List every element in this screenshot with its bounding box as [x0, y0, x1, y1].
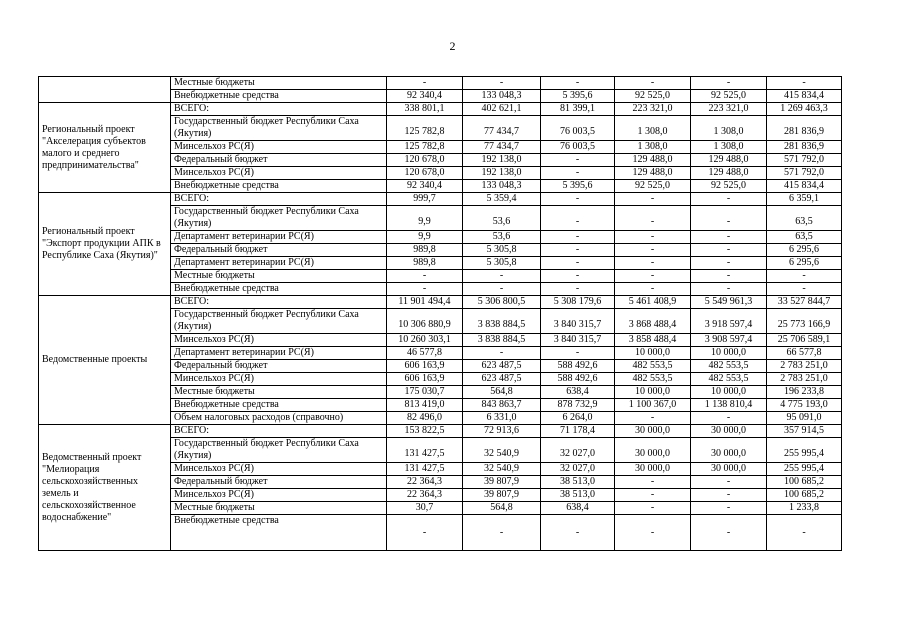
amount-cell: 1 233,8	[767, 502, 842, 515]
amount-cell: 92 340,4	[387, 180, 463, 193]
amount-cell: 878 732,9	[541, 399, 615, 412]
amount-cell: 25 706 589,1	[767, 334, 842, 347]
amount-cell: -	[615, 77, 691, 90]
amount-cell: 3 840 315,7	[541, 334, 615, 347]
amount-cell: 357 914,5	[767, 425, 842, 438]
funding-source-cell: Местные бюджеты	[171, 502, 387, 515]
amount-cell: 81 399,1	[541, 103, 615, 116]
funding-source-cell: Внебюджетные средства	[171, 515, 387, 551]
amount-cell: 72 913,6	[463, 425, 541, 438]
amount-cell: 5 549 961,3	[691, 296, 767, 309]
funding-source-cell: Минсельхоз РС(Я)	[171, 489, 387, 502]
amount-cell: 5 305,8	[463, 257, 541, 270]
amount-cell: 999,7	[387, 193, 463, 206]
amount-cell: -	[541, 206, 615, 231]
table-row	[39, 103, 842, 116]
funding-source-cell: Государственный бюджет Республики Саха (Якутия)	[171, 116, 387, 141]
amount-cell: -	[615, 283, 691, 296]
amount-cell: -	[541, 257, 615, 270]
amount-cell: -	[541, 167, 615, 180]
amount-cell: 125 782,8	[387, 141, 463, 154]
amount-cell: 482 553,5	[691, 373, 767, 386]
amount-cell: -	[615, 515, 691, 551]
amount-cell: 66 577,8	[767, 347, 842, 360]
amount-cell: 6 264,0	[541, 412, 615, 425]
amount-cell: 10 000,0	[615, 386, 691, 399]
amount-cell: -	[691, 412, 767, 425]
amount-cell: 1 100 367,0	[615, 399, 691, 412]
funding-source-cell: Объем налоговых расходов (справочно)	[171, 412, 387, 425]
amount-cell: 3 858 488,4	[615, 334, 691, 347]
funding-source-cell: Местные бюджеты	[171, 270, 387, 283]
amount-cell: 3 918 597,4	[691, 309, 767, 334]
amount-cell: 76 003,5	[541, 116, 615, 141]
amount-cell: 46 577,8	[387, 347, 463, 360]
amount-cell: 100 685,2	[767, 476, 842, 489]
amount-cell: 10 260 303,1	[387, 334, 463, 347]
amount-cell: 989,8	[387, 257, 463, 270]
amount-cell: 30 000,0	[615, 438, 691, 463]
amount-cell: 4 775 193,0	[767, 399, 842, 412]
funding-source-cell: Департамент ветеринарии РС(Я)	[171, 231, 387, 244]
amount-cell: 9,9	[387, 231, 463, 244]
amount-cell: 38 513,0	[541, 489, 615, 502]
amount-cell: 133 048,3	[463, 90, 541, 103]
amount-cell: 92 525,0	[691, 180, 767, 193]
amount-cell: 131 427,5	[387, 463, 463, 476]
amount-cell: 402 621,1	[463, 103, 541, 116]
amount-cell: -	[541, 347, 615, 360]
amount-cell: 3 908 597,4	[691, 334, 767, 347]
amount-cell: 192 138,0	[463, 154, 541, 167]
amount-cell: 223 321,0	[615, 103, 691, 116]
amount-cell: 571 792,0	[767, 154, 842, 167]
amount-cell: 125 782,8	[387, 116, 463, 141]
amount-cell: 5 461 408,9	[615, 296, 691, 309]
funding-source-cell: Федеральный бюджет	[171, 244, 387, 257]
amount-cell: 22 364,3	[387, 476, 463, 489]
amount-cell: -	[691, 231, 767, 244]
amount-cell: 5 395,6	[541, 90, 615, 103]
amount-cell: 30 000,0	[691, 463, 767, 476]
funding-source-cell: ВСЕГО:	[171, 296, 387, 309]
funding-source-cell: Внебюджетные средства	[171, 283, 387, 296]
amount-cell: -	[615, 412, 691, 425]
amount-cell: -	[463, 283, 541, 296]
amount-cell: 95 091,0	[767, 412, 842, 425]
amount-cell: -	[615, 476, 691, 489]
amount-cell: 53,6	[463, 206, 541, 231]
amount-cell: 153 822,5	[387, 425, 463, 438]
table-row	[39, 193, 842, 206]
amount-cell: 3 868 488,4	[615, 309, 691, 334]
amount-cell: 120 678,0	[387, 167, 463, 180]
amount-cell: 129 488,0	[691, 154, 767, 167]
amount-cell: 482 553,5	[615, 373, 691, 386]
funding-source-cell: ВСЕГО:	[171, 193, 387, 206]
amount-cell: -	[691, 257, 767, 270]
amount-cell: 3 838 884,5	[463, 309, 541, 334]
amount-cell: 638,4	[541, 386, 615, 399]
amount-cell: -	[463, 270, 541, 283]
project-name-cell: Региональный проект "Экспорт продукции АПК в Республике Саха (Якутия)"	[39, 193, 171, 296]
amount-cell: 30 000,0	[615, 425, 691, 438]
amount-cell: 22 364,3	[387, 489, 463, 502]
amount-cell: -	[691, 244, 767, 257]
amount-cell: 129 488,0	[691, 167, 767, 180]
amount-cell: -	[387, 515, 463, 551]
amount-cell: 25 773 166,9	[767, 309, 842, 334]
amount-cell: -	[615, 231, 691, 244]
amount-cell: 82 496,0	[387, 412, 463, 425]
table-body	[39, 77, 842, 551]
amount-cell: 196 233,8	[767, 386, 842, 399]
project-name-cell: Ведомственные проекты	[39, 296, 171, 425]
amount-cell: -	[541, 283, 615, 296]
amount-cell: 33 527 844,7	[767, 296, 842, 309]
amount-cell: 843 863,7	[463, 399, 541, 412]
amount-cell: 3 838 884,5	[463, 334, 541, 347]
funding-source-cell: Государственный бюджет Республики Саха (Якутия)	[171, 206, 387, 231]
amount-cell: 10 000,0	[691, 386, 767, 399]
amount-cell: 623 487,5	[463, 360, 541, 373]
amount-cell: -	[541, 154, 615, 167]
amount-cell: 76 003,5	[541, 141, 615, 154]
table-row	[39, 77, 842, 90]
amount-cell: 813 419,0	[387, 399, 463, 412]
amount-cell: 129 488,0	[615, 167, 691, 180]
amount-cell: 3 840 315,7	[541, 309, 615, 334]
amount-cell: 1 138 810,4	[691, 399, 767, 412]
amount-cell: 571 792,0	[767, 167, 842, 180]
amount-cell: 338 801,1	[387, 103, 463, 116]
funding-source-cell: Местные бюджеты	[171, 77, 387, 90]
amount-cell: -	[691, 502, 767, 515]
funding-source-cell: Внебюджетные средства	[171, 180, 387, 193]
amount-cell: 92 525,0	[615, 90, 691, 103]
amount-cell: -	[691, 489, 767, 502]
amount-cell: 6 295,6	[767, 257, 842, 270]
funding-source-cell: Минсельхоз РС(Я)	[171, 334, 387, 347]
funding-source-cell: Департамент ветеринарии РС(Я)	[171, 347, 387, 360]
amount-cell: 5 305,8	[463, 244, 541, 257]
amount-cell: 606 163,9	[387, 360, 463, 373]
amount-cell: 5 306 800,5	[463, 296, 541, 309]
amount-cell: 192 138,0	[463, 167, 541, 180]
amount-cell: 39 807,9	[463, 489, 541, 502]
amount-cell: 92 340,4	[387, 90, 463, 103]
amount-cell: 77 434,7	[463, 116, 541, 141]
amount-cell: 11 901 494,4	[387, 296, 463, 309]
amount-cell: -	[541, 515, 615, 551]
amount-cell: 5 308 179,6	[541, 296, 615, 309]
amount-cell: -	[691, 270, 767, 283]
amount-cell: 63,5	[767, 231, 842, 244]
amount-cell: 175 030,7	[387, 386, 463, 399]
amount-cell: -	[541, 244, 615, 257]
amount-cell: -	[541, 270, 615, 283]
amount-cell: 415 834,4	[767, 180, 842, 193]
project-name-cell: Ведомственный проект "Мелиорация сельскохозяйственных земель и сельскохозяйственное водоснабжение"	[39, 425, 171, 551]
project-name-cell: Региональный проект "Акселерация субъектов малого и среднего предпринимательства"	[39, 103, 171, 193]
amount-cell: 53,6	[463, 231, 541, 244]
amount-cell: -	[541, 193, 615, 206]
amount-cell: -	[691, 193, 767, 206]
amount-cell: 638,4	[541, 502, 615, 515]
amount-cell: 32 540,9	[463, 463, 541, 476]
amount-cell: 281 836,9	[767, 141, 842, 154]
amount-cell: 281 836,9	[767, 116, 842, 141]
funding-source-cell: Государственный бюджет Республики Саха (Якутия)	[171, 309, 387, 334]
amount-cell: -	[767, 77, 842, 90]
amount-cell: 255 995,4	[767, 438, 842, 463]
amount-cell: 9,9	[387, 206, 463, 231]
funding-source-cell: Местные бюджеты	[171, 386, 387, 399]
table-row	[39, 296, 842, 309]
funding-source-cell: Государственный бюджет Республики Саха (Якутия)	[171, 438, 387, 463]
funding-source-cell: Минсельхоз РС(Я)	[171, 373, 387, 386]
amount-cell: 482 553,5	[615, 360, 691, 373]
amount-cell: 30 000,0	[691, 438, 767, 463]
amount-cell: -	[691, 283, 767, 296]
amount-cell: 255 995,4	[767, 463, 842, 476]
page-number: 2	[449, 39, 456, 53]
amount-cell: -	[767, 515, 842, 551]
amount-cell: 5 395,6	[541, 180, 615, 193]
amount-cell: -	[541, 231, 615, 244]
amount-cell: 989,8	[387, 244, 463, 257]
amount-cell: 38 513,0	[541, 476, 615, 489]
funding-source-cell: Внебюджетные средства	[171, 399, 387, 412]
budget-table	[38, 76, 842, 551]
amount-cell: 100 685,2	[767, 489, 842, 502]
amount-cell: 10 306 880,9	[387, 309, 463, 334]
amount-cell: 564,8	[463, 386, 541, 399]
funding-source-cell: Минсельхоз РС(Я)	[171, 463, 387, 476]
funding-source-cell: Минсельхоз РС(Я)	[171, 167, 387, 180]
amount-cell: 1 308,0	[615, 116, 691, 141]
amount-cell: -	[615, 193, 691, 206]
amount-cell: 564,8	[463, 502, 541, 515]
amount-cell: 32 027,0	[541, 438, 615, 463]
amount-cell: 623 487,5	[463, 373, 541, 386]
funding-source-cell: Внебюджетные средства	[171, 90, 387, 103]
amount-cell: -	[615, 489, 691, 502]
amount-cell: 77 434,7	[463, 141, 541, 154]
amount-cell: 133 048,3	[463, 180, 541, 193]
project-name-cell	[39, 77, 171, 103]
amount-cell: 92 525,0	[691, 90, 767, 103]
funding-source-cell: Федеральный бюджет	[171, 154, 387, 167]
amount-cell: 1 269 463,3	[767, 103, 842, 116]
amount-cell: 30,7	[387, 502, 463, 515]
amount-cell: 32 027,0	[541, 463, 615, 476]
funding-source-cell: ВСЕГО:	[171, 103, 387, 116]
amount-cell: -	[463, 77, 541, 90]
amount-cell: 63,5	[767, 206, 842, 231]
amount-cell: 32 540,9	[463, 438, 541, 463]
amount-cell: 131 427,5	[387, 438, 463, 463]
amount-cell: -	[767, 283, 842, 296]
amount-cell: -	[615, 257, 691, 270]
funding-source-cell: ВСЕГО:	[171, 425, 387, 438]
amount-cell: -	[615, 270, 691, 283]
amount-cell: 1 308,0	[615, 141, 691, 154]
amount-cell: 71 178,4	[541, 425, 615, 438]
amount-cell: 588 492,6	[541, 373, 615, 386]
amount-cell: -	[463, 347, 541, 360]
amount-cell: 120 678,0	[387, 154, 463, 167]
amount-cell: 10 000,0	[691, 347, 767, 360]
amount-cell: -	[387, 270, 463, 283]
amount-cell: -	[615, 502, 691, 515]
amount-cell: -	[387, 77, 463, 90]
amount-cell: -	[615, 206, 691, 231]
amount-cell: 92 525,0	[615, 180, 691, 193]
amount-cell: 6 295,6	[767, 244, 842, 257]
amount-cell: -	[691, 515, 767, 551]
amount-cell: 1 308,0	[691, 116, 767, 141]
funding-source-cell: Департамент ветеринарии РС(Я)	[171, 257, 387, 270]
amount-cell: 482 553,5	[691, 360, 767, 373]
amount-cell: 30 000,0	[691, 425, 767, 438]
amount-cell: -	[541, 77, 615, 90]
funding-source-cell: Минсельхоз РС(Я)	[171, 141, 387, 154]
amount-cell: 2 783 251,0	[767, 373, 842, 386]
amount-cell: -	[691, 206, 767, 231]
amount-cell: -	[691, 476, 767, 489]
amount-cell: -	[387, 283, 463, 296]
amount-cell: 6 359,1	[767, 193, 842, 206]
amount-cell: 39 807,9	[463, 476, 541, 489]
amount-cell: -	[767, 270, 842, 283]
amount-cell: 129 488,0	[615, 154, 691, 167]
funding-source-cell: Федеральный бюджет	[171, 360, 387, 373]
amount-cell: 30 000,0	[615, 463, 691, 476]
amount-cell: 223 321,0	[691, 103, 767, 116]
amount-cell: -	[691, 77, 767, 90]
amount-cell: 1 308,0	[691, 141, 767, 154]
amount-cell: 6 331,0	[463, 412, 541, 425]
amount-cell: 606 163,9	[387, 373, 463, 386]
amount-cell: 415 834,4	[767, 90, 842, 103]
amount-cell: 5 359,4	[463, 193, 541, 206]
table-row	[39, 425, 842, 438]
amount-cell: 588 492,6	[541, 360, 615, 373]
amount-cell: 10 000,0	[615, 347, 691, 360]
amount-cell: 2 783 251,0	[767, 360, 842, 373]
funding-source-cell: Федеральный бюджет	[171, 476, 387, 489]
amount-cell: -	[463, 515, 541, 551]
amount-cell: -	[615, 244, 691, 257]
